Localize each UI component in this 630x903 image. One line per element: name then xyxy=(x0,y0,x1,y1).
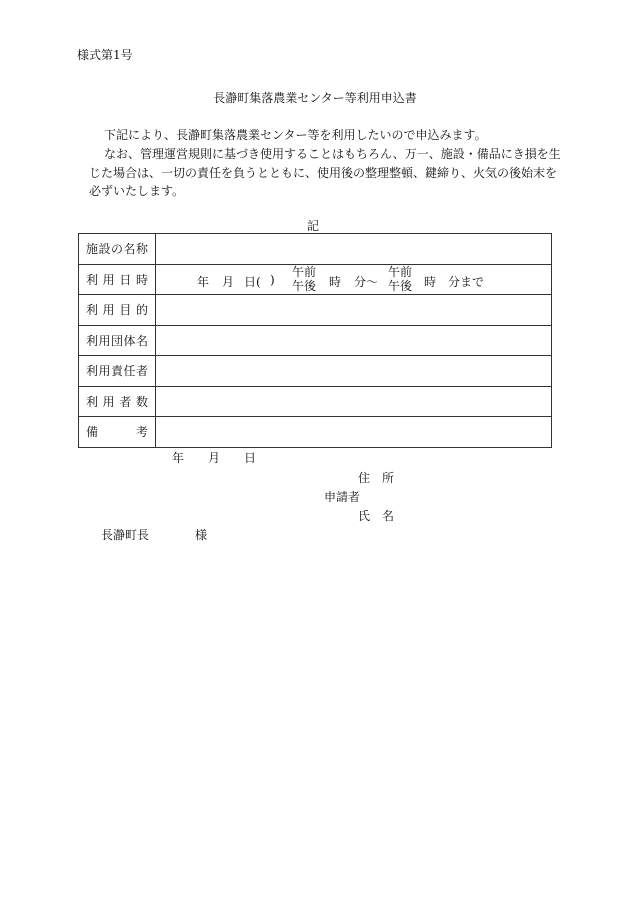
application-table xyxy=(78,233,552,448)
remarks-field[interactable] xyxy=(156,417,552,448)
table-row xyxy=(79,295,552,326)
addressee: 長瀞町長 様 xyxy=(101,528,208,542)
application-date: 年 月 日 xyxy=(172,451,257,465)
address-label: 住 所 xyxy=(358,471,395,485)
table-row xyxy=(79,356,552,387)
intro-line-1: 下記により、長瀞町集落農業センター等を利用したいので申込みます。 xyxy=(104,128,487,142)
purpose-field[interactable] xyxy=(156,295,552,326)
facility-name-label: 施 設 の 名 称 xyxy=(79,234,156,265)
year-text: 年 xyxy=(197,274,210,289)
table-row xyxy=(79,386,552,417)
document-title: 長瀞町集落農業センター等利用申込書 xyxy=(213,91,417,105)
table-row xyxy=(79,264,552,295)
am-pm-selector-1[interactable]: 午前 午後 xyxy=(292,265,317,293)
purpose-label: 利 用 目 的 xyxy=(79,295,156,326)
applicant-label: 申請者 xyxy=(324,490,361,504)
month-text: 月 xyxy=(222,274,235,289)
table-row xyxy=(79,417,552,448)
form-number: 様式第1号 xyxy=(77,48,133,62)
responsible-person-label: 利 用 責 任 者 xyxy=(79,356,156,387)
facility-name-field[interactable] xyxy=(156,234,552,265)
hour-text-2: 時 xyxy=(424,274,437,289)
datetime-label: 利 用 日 時 xyxy=(79,264,156,295)
datetime-field[interactable] xyxy=(156,264,552,295)
intro-line-4: 必ずいたします。 xyxy=(89,184,185,198)
group-name-label: 利 用 団 体 名 xyxy=(79,325,156,356)
minute-from-text: 分～ xyxy=(354,274,379,289)
user-count-label: 利 用 者 数 xyxy=(79,386,156,417)
table-row xyxy=(79,325,552,356)
am-pm-selector-2[interactable]: 午前 午後 xyxy=(388,265,413,293)
paren-close: ) xyxy=(270,272,275,287)
day-text: 日( xyxy=(244,274,261,289)
minute-until-text: 分まで xyxy=(448,274,485,289)
intro-line-3: じた場合は、一切の責任を負うとともに、使用後の整理整頓、鍵締り、火気の後始末を xyxy=(89,166,558,180)
responsible-person-field[interactable] xyxy=(156,356,552,387)
user-count-field[interactable] xyxy=(156,386,552,417)
hour-text-1: 時 xyxy=(329,274,342,289)
name-label: 氏 名 xyxy=(358,509,395,523)
intro-line-2: なお、管理運営規則に基づき使用することはもちろん、万一、施設・備品にき損を生 xyxy=(104,147,561,161)
table-row xyxy=(79,234,552,265)
group-name-field[interactable] xyxy=(156,325,552,356)
remarks-label: 備 考 xyxy=(79,417,156,448)
ki-heading: 記 xyxy=(306,219,319,233)
